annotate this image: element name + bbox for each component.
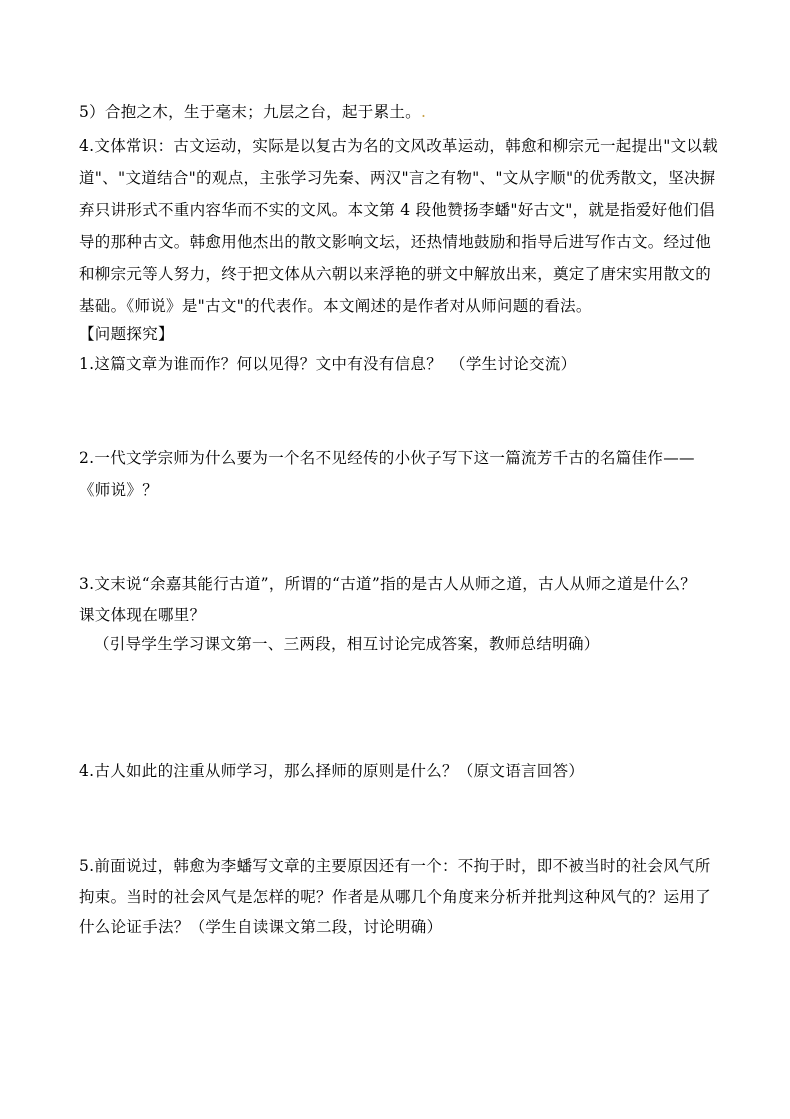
list-item-5 xyxy=(79,102,426,122)
paragraph-line: 4.文体常识：古文运动，实际是以复古为名的文风改革运动，韩愈和柳宗元一起提出"文以载 xyxy=(79,137,719,155)
question-4: 4.古人如此的注重从师学习，那么择师的原则是什么？（原文语言回答） xyxy=(79,762,585,780)
section-heading: 【问题探究】 xyxy=(79,325,174,343)
question-2-line-2: 《师说》？ xyxy=(79,481,159,499)
question-3-line-2: 课文体现在哪里？ xyxy=(79,606,206,624)
item5-text: 5）合抱之木，生于毫末；九层之台，起于累土。 xyxy=(79,103,421,121)
paragraph-line: 导的那种古文。韩愈用他杰出的散文影响文坛，还热情地鼓励和指导后进写作古文。经过他 xyxy=(79,233,712,251)
question-5-line-3: 什么论证手法？（学生自读课文第二段，讨论明确） xyxy=(79,918,443,936)
question-1: 1.这篇文章为谁而作？何以见得？文中有没有信息？ （学生讨论交流） xyxy=(79,355,577,373)
paragraph-line: 弃只讲形式不重内容华而不实的文风。本文第 4 段他赞扬李蟠"好古文"，就是指爱好他们倡 xyxy=(79,201,715,219)
question-5-line-1: 5.前面说过，韩愈为李蟠写文章的主要原因还有一个：不拘于时，即不被当时的社会风气所 xyxy=(79,857,711,875)
question-5-line-2: 拘束。当时的社会风气是怎样的呢？作者是从哪几个角度来分析并批判这种风气的？运用了 xyxy=(79,888,712,906)
paragraph-line: 基础。《师说》是"古文"的代表作。本文阐述的是作者对从师问题的看法。 xyxy=(79,297,592,315)
question-3-line-1: 3.文末说“余嘉其能行古道”，所谓的“古道”指的是古人从师之道，古人从师之道是什么？ xyxy=(79,575,697,593)
question-3-note: （引导学生学习课文第一、三两段，相互讨论完成答案，教师总结明确） xyxy=(94,635,600,653)
stray-dot-mark: . xyxy=(420,103,427,121)
paragraph-line: 和柳宗元等人努力，终于把文体从六朝以来浮艳的骈文中解放出来，奠定了唐宋实用散文的 xyxy=(79,265,712,283)
paragraph-line: 道"、"文道结合"的观点，主张学习先秦、两汉"言之有物"、"文从字顺"的优秀散文，坚决摒 xyxy=(79,169,716,187)
question-2-line-1: 2.一代文学宗师为什么要为一个名不见经传的小伙子写下这一篇流芳千古的名篇佳作—— xyxy=(79,449,695,467)
